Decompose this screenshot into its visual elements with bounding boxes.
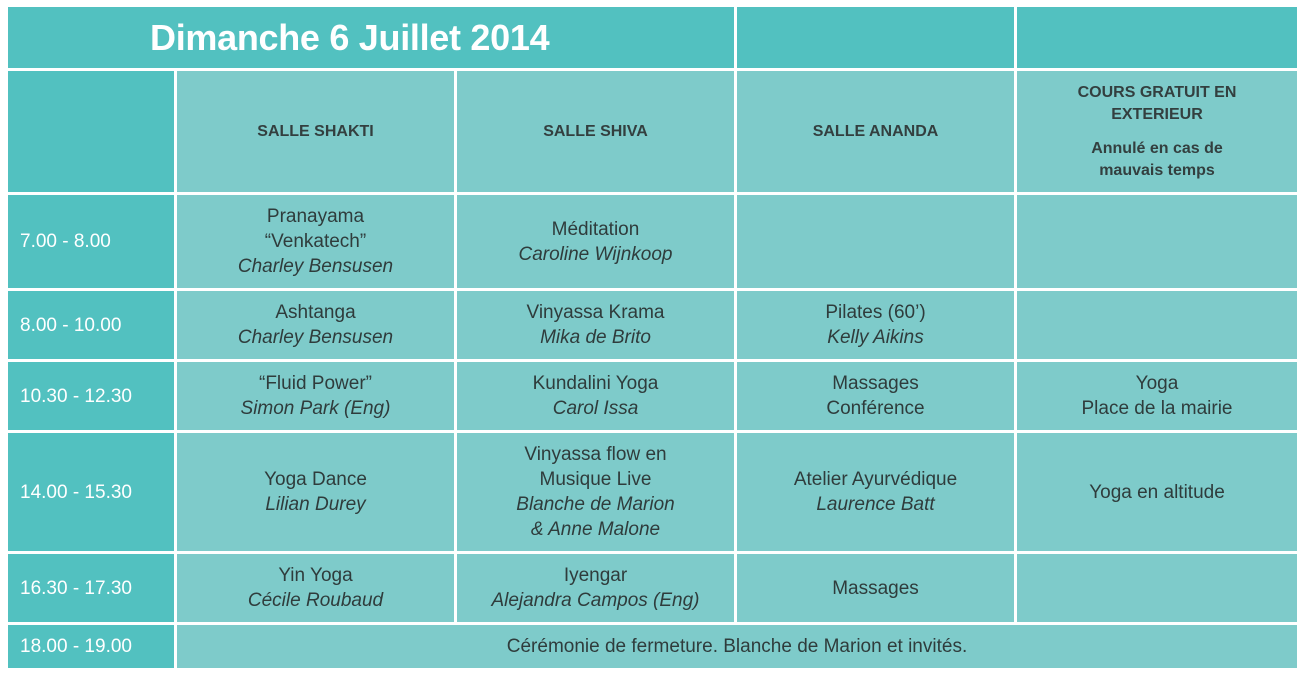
time-slot: 7.00 - 8.00 (8, 195, 174, 288)
session-title: Iyengar (563, 565, 628, 586)
session-cell-empty (1017, 195, 1297, 288)
session-cell (177, 362, 454, 430)
session-title: “Venkatech” (264, 231, 367, 252)
header-salle-shiva: SALLE SHIVA (457, 71, 734, 192)
title-row-empty-cell (1017, 7, 1297, 68)
session-teacher: Blanche de Marion (516, 494, 675, 515)
session-cell (457, 195, 734, 288)
session-title: Massages (832, 373, 919, 394)
header-salle-ananda: SALLE ANANDA (737, 71, 1014, 192)
session-title: Vinyassa Krama (526, 302, 665, 323)
session-title: Massages (832, 577, 919, 599)
session-teacher: Lilian Durey (265, 494, 366, 515)
session-cell (1017, 433, 1297, 551)
session-location: Place de la mairie (1081, 398, 1233, 419)
header-corner-cell (8, 71, 174, 192)
header-salle-shakti: SALLE SHAKTI (177, 71, 454, 192)
closing-ceremony: Cérémonie de fermeture. Blanche de Marion et invités. (177, 625, 1297, 668)
session-cell-empty (1017, 291, 1297, 359)
time-slot: 14.00 - 15.30 (8, 433, 174, 551)
time-slot: 10.30 - 12.30 (8, 362, 174, 430)
session-teacher: Kelly Aikins (827, 327, 924, 348)
session-teacher: Laurence Batt (816, 494, 935, 515)
schedule-table (8, 7, 1297, 671)
session-title: Ashtanga (275, 302, 356, 323)
session-cell (737, 554, 1014, 622)
session-title: Vinyassa flow en (524, 444, 667, 465)
header-exterieur-note: Annulé en cas de mauvais temps (1091, 139, 1223, 179)
session-title: Atelier Ayurvédique (793, 469, 958, 490)
session-cell-empty (1017, 554, 1297, 622)
page-title: Dimanche 6 Juillet 2014 (8, 7, 734, 68)
session-title: Yoga (1135, 373, 1179, 394)
session-title: Méditation (551, 218, 640, 240)
session-cell-empty (737, 195, 1014, 288)
session-teacher: Simon Park (Eng) (240, 398, 391, 419)
session-teacher: Charley Bensusen (237, 327, 394, 348)
session-cell (457, 362, 734, 430)
session-title: Conférence (826, 398, 925, 419)
session-cell (737, 291, 1014, 359)
session-cell (1017, 362, 1297, 430)
session-cell (737, 433, 1014, 551)
time-slot: 18.00 - 19.00 (8, 625, 174, 668)
session-teacher: Charley Bensusen (237, 256, 394, 277)
session-title: Yoga en altitude (1089, 481, 1225, 503)
session-cell (177, 554, 454, 622)
session-teacher: Alejandra Campos (Eng) (491, 590, 700, 611)
session-teacher: & Anne Malone (530, 519, 661, 540)
session-cell (177, 291, 454, 359)
time-slot: 8.00 - 10.00 (8, 291, 174, 359)
session-cell (177, 433, 454, 551)
session-title: Yoga Dance (264, 469, 367, 490)
session-title: Pranayama (266, 206, 365, 227)
session-title: Kundalini Yoga (532, 373, 659, 394)
session-cell (457, 433, 734, 551)
session-cell (177, 195, 454, 288)
session-teacher: Carol Issa (552, 398, 639, 419)
header-exterieur (1017, 71, 1297, 192)
session-cell (457, 291, 734, 359)
session-cell (737, 362, 1014, 430)
session-title: Pilates (60’) (825, 302, 926, 323)
session-title: Yin Yoga (278, 565, 353, 586)
session-title: “Fluid Power” (259, 373, 372, 394)
session-teacher: Caroline Wijnkoop (518, 243, 673, 265)
time-slot: 16.30 - 17.30 (8, 554, 174, 622)
session-teacher: Mika de Brito (540, 327, 651, 348)
session-title: Musique Live (539, 469, 652, 490)
session-cell (457, 554, 734, 622)
title-row-empty-cell (737, 7, 1014, 68)
header-exterieur-title: COURS GRATUIT EN EXTERIEUR (1077, 83, 1237, 123)
session-teacher: Cécile Roubaud (247, 590, 384, 611)
